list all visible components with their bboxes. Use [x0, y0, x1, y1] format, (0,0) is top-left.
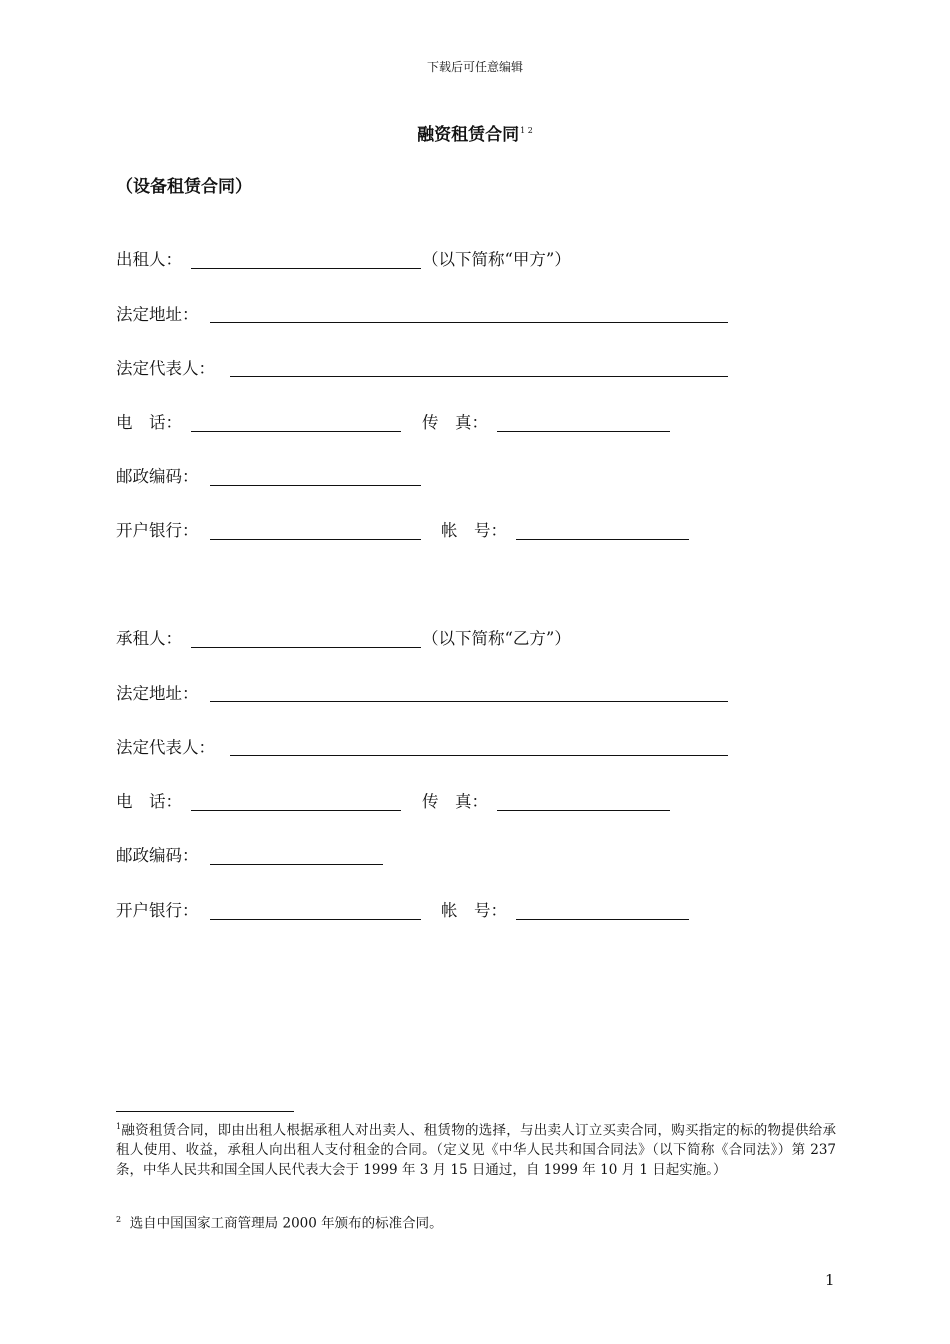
lessee-name-field[interactable] — [191, 647, 421, 648]
lessor-address-field[interactable] — [210, 322, 728, 323]
lessor-rep-label: 法定代表人： — [116, 359, 215, 378]
page-number: 1 — [825, 1271, 835, 1289]
lessor-postcode-field[interactable] — [210, 485, 421, 486]
lessee-bank-field[interactable] — [210, 919, 421, 920]
footnote-2-text: 选自中国国家工商管理局 2000 年颁布的标准合同。 — [129, 1215, 443, 1232]
lessor-address-label: 法定地址： — [116, 305, 199, 324]
lessor-fax-field[interactable] — [497, 431, 670, 432]
lessee-fax-label: 传 真： — [422, 792, 488, 811]
lessee-fax-field[interactable] — [497, 810, 670, 811]
document-title — [0, 120, 950, 145]
footnote-1 — [116, 1117, 836, 1180]
lessor-phone-label: 电 话： — [116, 413, 182, 432]
lessee-address-label: 法定地址： — [116, 684, 199, 703]
lessee-name-label: 承租人： — [116, 629, 182, 648]
lessor-name-field[interactable] — [191, 268, 421, 269]
lessee-postcode-field[interactable] — [210, 864, 383, 865]
lessee-alias: （以下简称“乙方”） — [422, 629, 571, 648]
footnote-1-text: 融资租赁合同，即由出租人根据承租人对出卖人、租赁物的选择，与出卖人订立买卖合同，购买指定的标的物提供给承租人使用、收益，承租人向出租人支付租金的合同。（定义见《中华人民共和国合同法》（以下简称《合同法》）第 237 条，中华人民共和国全国人民代表大会于 1999 年 3 月 15 日通过，自 1999 年 10 月 1 日起实施。） — [116, 1122, 836, 1178]
lessor-account-field[interactable] — [516, 539, 689, 540]
lessor-postcode-label: 邮政编码： — [116, 467, 199, 486]
lessor-alias: （以下简称“甲方”） — [422, 250, 571, 269]
lessor-rep-field[interactable] — [230, 376, 728, 377]
lessee-bank-label: 开户银行： — [116, 901, 199, 920]
footnote-separator — [116, 1111, 294, 1112]
lessee-account-field[interactable] — [516, 919, 689, 920]
page-header: 下载后可任意编辑 — [426, 60, 523, 74]
lessor-account-label: 帐 号： — [441, 521, 507, 540]
lessor-fax-label: 传 真： — [422, 413, 488, 432]
document-subtitle: （设备租赁合同） — [116, 177, 252, 197]
lessee-postcode-label: 邮政编码： — [116, 846, 199, 865]
lessee-rep-field[interactable] — [230, 755, 728, 756]
lessor-bank-label: 开户银行： — [116, 521, 199, 540]
lessee-phone-label: 电 话： — [116, 792, 182, 811]
lessor-bank-field[interactable] — [210, 539, 421, 540]
lessee-phone-field[interactable] — [191, 810, 401, 811]
footnote-2-mark: 2 — [116, 1215, 122, 1224]
lessor-name-label: 出租人： — [116, 250, 182, 269]
footnote-2 — [116, 1210, 836, 1234]
title-footnote-refs: 1 2 — [520, 126, 533, 136]
footnote-1-mark: 1 — [116, 1122, 122, 1131]
lessee-address-field[interactable] — [210, 701, 728, 702]
title-text: 融资租赁合同 — [417, 125, 520, 145]
lessee-rep-label: 法定代表人： — [116, 738, 215, 757]
lessor-phone-field[interactable] — [191, 431, 401, 432]
lessee-account-label: 帐 号： — [441, 901, 507, 920]
